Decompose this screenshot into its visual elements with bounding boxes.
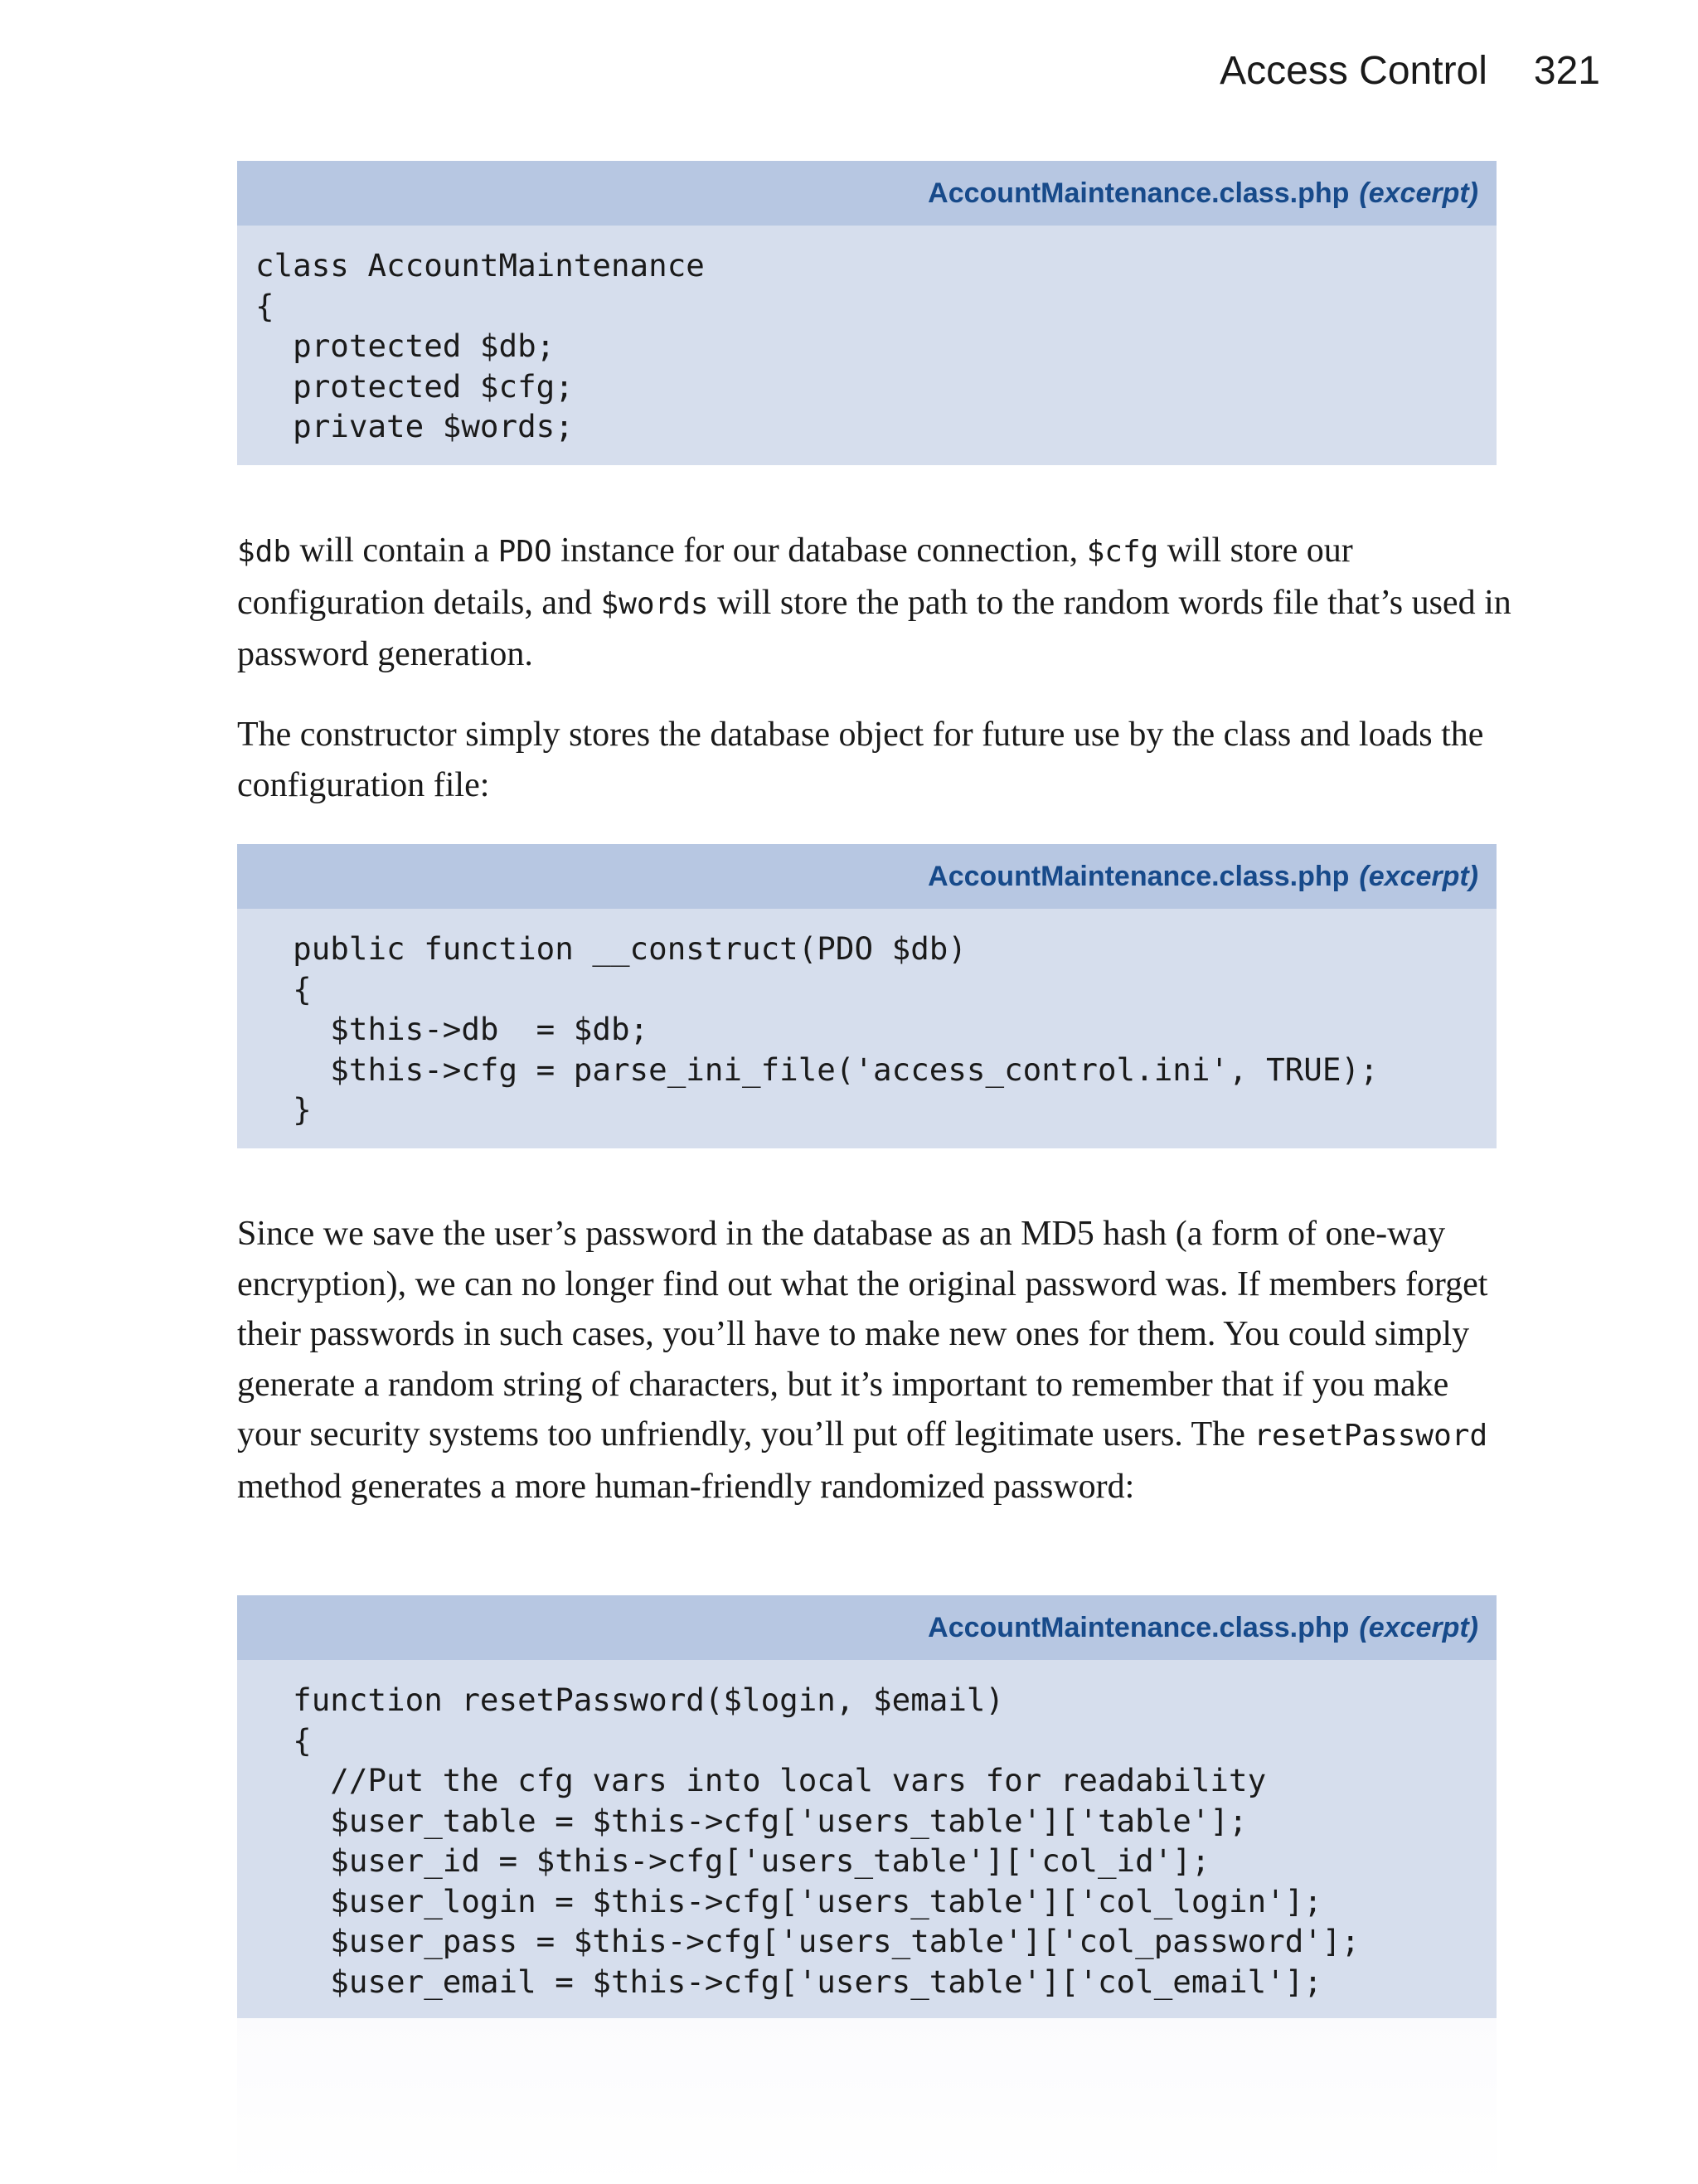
code-line: protected $db;	[255, 328, 555, 364]
code-line: protected $cfg;	[255, 367, 574, 405]
code-excerpt-label: (excerpt)	[1359, 177, 1478, 209]
code-block-caption	[237, 1595, 1497, 1660]
code-block-caption	[237, 844, 1497, 909]
inline-code: resetPassword	[1254, 1419, 1488, 1453]
paragraph-text: method generates a more human-friendly randomized password:	[237, 1467, 1135, 1506]
code-listing	[237, 909, 1497, 1148]
code-line: public function __construct(PDO $db)	[255, 930, 967, 967]
code-line: {	[255, 970, 312, 1007]
code-filename: AccountMaintenance.class.php	[928, 1611, 1350, 1643]
code-line: $this->db = $db;	[255, 1011, 649, 1047]
inline-code: $words	[600, 586, 709, 621]
code-line: private $words;	[255, 408, 574, 444]
code-filename: AccountMaintenance.class.php	[928, 177, 1350, 209]
code-block-caption	[237, 161, 1497, 226]
paragraph-text: Since we save the user’s password in the database as an MD5 hash (a form of one-way encryption), we can no longer find out what the original password was. If members forget their passwords in such cases, you’ll have to make new ones for them. You could simply generate a random string of characters, but it’s important to remember that if you make your security systems too unfriendly, you’ll put off legitimate users. The	[237, 1215, 1488, 1454]
code-block-reset-password	[237, 1595, 1497, 2020]
paragraph-text: instance for our database connection,	[551, 531, 1087, 570]
paragraph-reset-password	[237, 1209, 1514, 1512]
code-excerpt-label: (excerpt)	[1359, 860, 1478, 892]
code-line: $user_pass = $this->cfg['users_table']['col_password'];	[255, 1923, 1361, 1959]
code-line: //Put the cfg vars into local vars for readability	[255, 1762, 1267, 1798]
code-line: $user_login = $this->cfg['users_table']['col_login'];	[255, 1882, 1322, 1919]
paragraph-text: The constructor simply stores the database object for future use by the class and loads the configuration file:	[237, 716, 1484, 804]
code-line: $user_email = $this->cfg['users_table']['col_email'];	[255, 1963, 1322, 2000]
paragraph-text: will store the path to the random words file that’s used in password generation.	[237, 583, 1511, 673]
page-bottom-shading	[237, 2018, 1497, 2184]
code-line: {	[255, 287, 274, 324]
code-line: class AccountMaintenance	[255, 247, 705, 284]
code-line: {	[255, 1721, 312, 1759]
code-block-constructor	[237, 844, 1497, 1148]
page-number: 321	[1533, 49, 1600, 93]
code-listing	[237, 226, 1497, 465]
inline-code: PDO	[497, 535, 552, 569]
running-header	[1220, 48, 1600, 94]
code-line: }	[255, 1091, 312, 1128]
paragraph-constructor	[237, 710, 1514, 810]
code-line: $user_id = $this->cfg['users_table']['col_id'];	[255, 1842, 1210, 1879]
inline-code: $cfg	[1086, 535, 1159, 569]
chapter-title: Access Control	[1220, 49, 1487, 93]
code-block-class-definition	[237, 161, 1497, 465]
paragraph-text: will contain a	[291, 531, 498, 570]
paragraph-properties	[237, 526, 1514, 680]
code-filename: AccountMaintenance.class.php	[928, 860, 1350, 892]
inline-code: $db	[237, 535, 292, 569]
code-line: function resetPassword($login, $email)	[255, 1682, 1005, 1718]
paragraph-text: will store our configuration details, and	[237, 531, 1353, 622]
code-listing	[237, 1660, 1497, 2020]
code-line: $this->cfg = parse_ini_file('access_control.ini', TRUE);	[255, 1051, 1379, 1088]
code-excerpt-label: (excerpt)	[1359, 1611, 1478, 1643]
code-line: $user_table = $this->cfg['users_table']['table'];	[255, 1802, 1248, 1839]
